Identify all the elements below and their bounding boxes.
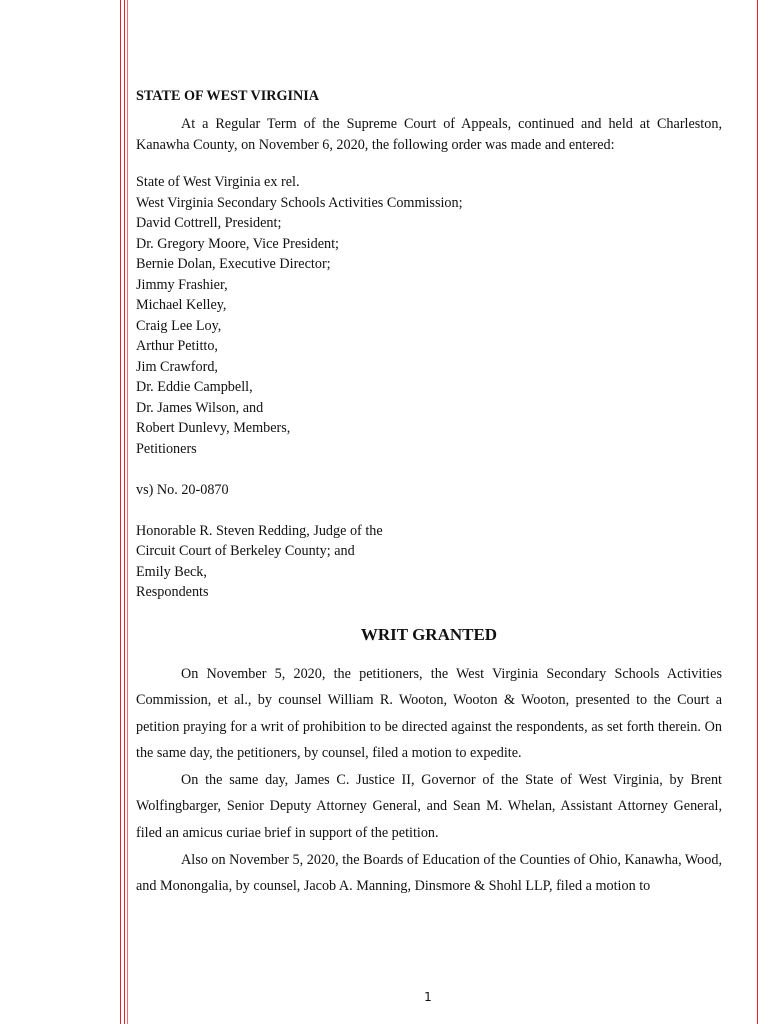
petitioner-line: Dr. Eddie Campbell, — [136, 379, 253, 395]
intro-paragraph: At a Regular Term of the Supreme Court of Appeals, continued and held at Charleston, Kanawha County, on November 6, 2020, the following order was made and entered: — [136, 116, 722, 153]
writ-title: WRIT GRANTED — [360, 624, 498, 644]
respondent-line: Emily Beck, — [136, 563, 207, 580]
body-paragraph: On November 5, 2020, the petitioners, the West Virginia Secondary Schools Activities Commission, et al., by counsel William R. Wooton, Wooton & Wooton, presented to the Court a petition praying for a writ of prohibition to be directed against the respondents, as set forth therein. On the same day, the petitioners, by counsel, filed a motion to expedite. — [136, 665, 722, 762]
petitioner-line: West Virginia Secondary Schools Activities Commission; — [136, 194, 463, 211]
case-number: vs) No. 20-0870 — [136, 481, 229, 498]
petitioner-line: Jimmy Frashier, — [136, 276, 228, 293]
petitioner-line: Robert Dunlevy, Members, — [136, 420, 291, 436]
petitioner-role: Petitioners — [136, 440, 197, 457]
left-margin-rule-inner — [124, 0, 125, 1024]
petitioner-line: Arthur Petitto, — [136, 338, 218, 354]
petitioner-line: David Cottrell, President; — [136, 215, 282, 231]
left-margin-rule-shadow — [127, 0, 128, 1024]
petitioner-line: Craig Lee Loy, — [136, 317, 222, 334]
respondent-line: Honorable R. Steven Redding, Judge of the — [136, 522, 383, 539]
petitioner-line: Bernie Dolan, Executive Director; — [136, 256, 331, 272]
left-margin-rule — [120, 0, 121, 1024]
page-number: 1 — [424, 990, 432, 1004]
petitioner-line: State of West Virginia ex rel. — [136, 174, 300, 190]
document-page — [136, 86, 722, 900]
petitioners-caption — [136, 172, 722, 459]
respondents-caption — [136, 521, 722, 603]
respondent-role: Respondents — [136, 584, 209, 600]
right-margin-rule — [757, 0, 758, 1024]
body-paragraph: On the same day, James C. Justice II, Governor of the State of West Virginia, by Brent Wolfingbarger, Senior Deputy Attorney General, and Sean M. Whelan, Assistant Attorney General, filed an amicus curiae brief in support of the petition. — [136, 771, 722, 842]
body-paragraph: Also on November 5, 2020, the Boards of Education of the Counties of Ohio, Kanawha, Wood, and Monongalia, by counsel, Jacob A. Manning, Dinsmore & Shohl LLP, filed a motion to — [136, 851, 722, 895]
petitioner-line: Dr. James Wilson, and — [136, 399, 264, 416]
petitioner-line: Michael Kelley, — [136, 297, 227, 313]
petitioner-line: Jim Crawford, — [136, 358, 218, 375]
state-heading: STATE OF WEST VIRGINIA — [136, 88, 320, 104]
respondent-line: Circuit Court of Berkeley County; and — [136, 543, 355, 559]
petitioner-line: Dr. Gregory Moore, Vice President; — [136, 235, 339, 252]
